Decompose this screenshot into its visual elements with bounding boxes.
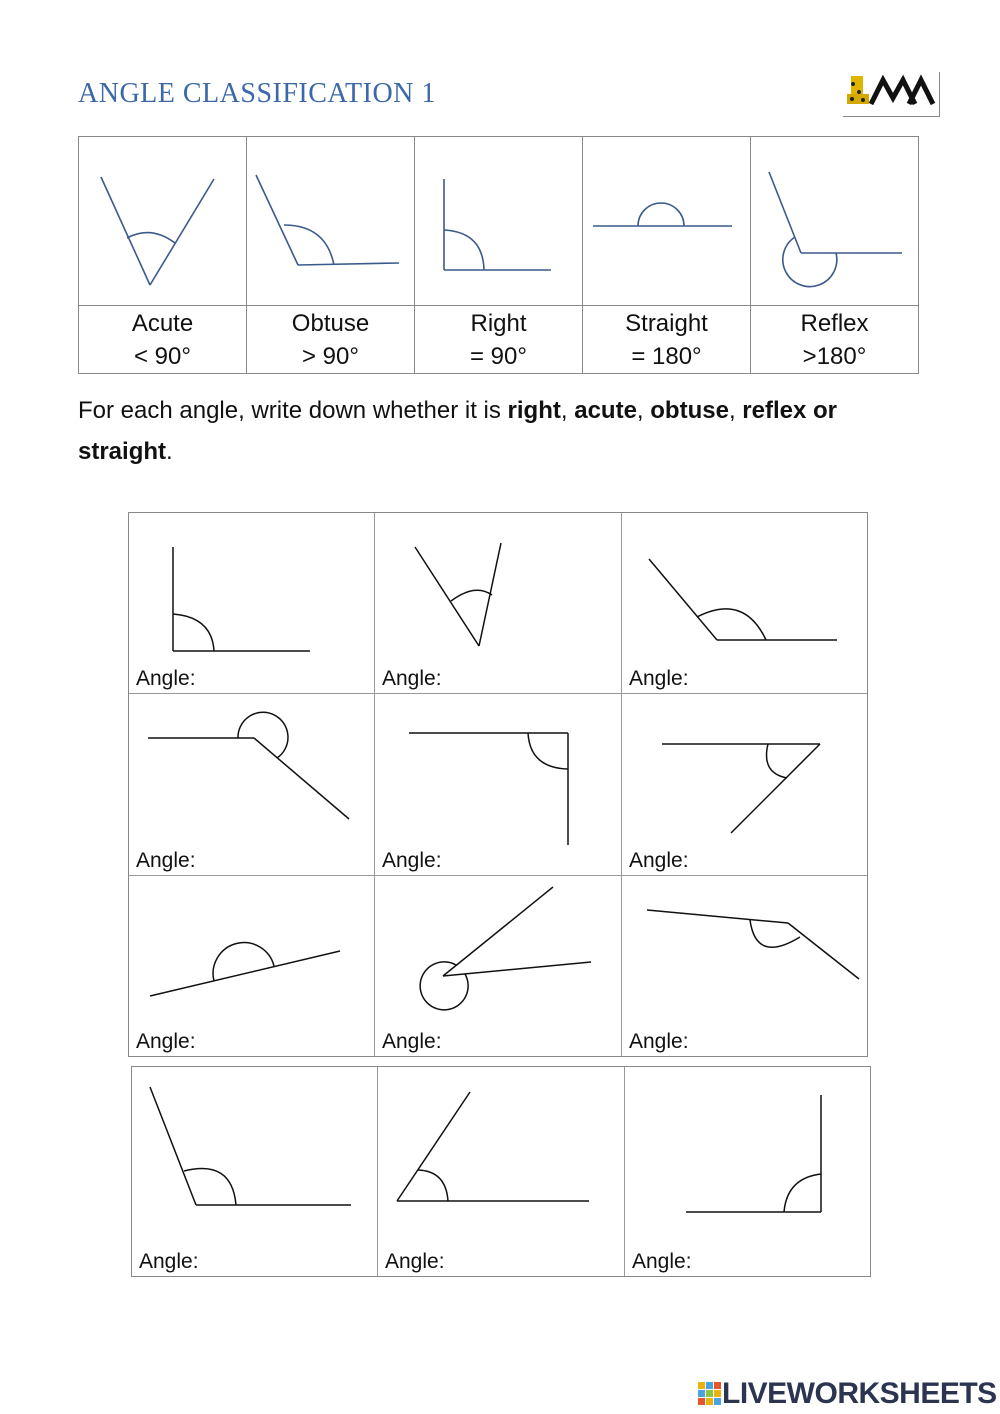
- angle-answer-label: Angle:: [629, 849, 689, 872]
- instructions-sep: ,: [636, 397, 651, 424]
- angle-answer-label: Angle:: [382, 849, 442, 872]
- page-title: ANGLE CLASSIFICATION 1: [78, 78, 436, 109]
- reference-straight: [583, 137, 751, 373]
- angle-figure: [129, 876, 375, 1056]
- liveworksheets-logo-icon: [698, 1382, 722, 1406]
- reference-name: Obtuse: [291, 310, 370, 337]
- instructions-right: right: [507, 397, 561, 424]
- angle-figure: [622, 876, 867, 1056]
- right-angle-figure: [415, 137, 583, 305]
- angle-answer-label: Angle:: [136, 849, 196, 872]
- logo-icon: [843, 72, 940, 117]
- angle-answer-label: Angle:: [632, 1250, 692, 1273]
- instructions: [78, 390, 928, 472]
- reference-name: Reflex: [800, 310, 869, 337]
- angle-answer-label: Angle:: [629, 667, 689, 690]
- reference-table: [78, 136, 919, 374]
- angle-figure: [378, 1067, 625, 1276]
- reference-name: Right: [470, 310, 527, 337]
- brand-name: LIVEWORKSHEETS: [722, 1377, 997, 1410]
- exercise-cell[interactable]: [622, 513, 867, 694]
- angle-answer-label: Angle:: [629, 1030, 689, 1053]
- reference-rule: = 180°: [631, 343, 702, 370]
- exercise-cell[interactable]: [129, 513, 375, 694]
- instructions-sep: ,: [728, 397, 743, 424]
- reference-reflex: [751, 137, 918, 373]
- instructions-straight: straight: [78, 438, 167, 465]
- straight-angle-figure: [583, 137, 751, 305]
- exercise-grid: [128, 512, 868, 1057]
- exercise-cell[interactable]: [378, 1067, 625, 1276]
- angle-answer-label: Angle:: [385, 1250, 445, 1273]
- instructions-reflex-or: reflex or: [742, 397, 837, 424]
- angle-figure: [132, 1067, 378, 1276]
- angle-answer-label: Angle:: [136, 1030, 196, 1053]
- acute-angle-figure: [79, 137, 247, 305]
- angle-figure: [625, 1067, 870, 1276]
- exercise-cell[interactable]: [622, 694, 867, 876]
- instructions-prefix: For each angle, write down whether it is: [78, 397, 508, 424]
- reference-right: [415, 137, 583, 373]
- footer-brand: [698, 1374, 997, 1414]
- instructions-acute: acute: [574, 397, 637, 424]
- angle-answer-label: Angle:: [136, 667, 196, 690]
- exercise-grid-bottom: [131, 1066, 871, 1277]
- exercise-cell[interactable]: [129, 876, 375, 1056]
- reference-rule: >180°: [802, 343, 867, 370]
- reference-name: Acute: [131, 310, 194, 337]
- angle-answer-label: Angle:: [382, 1030, 442, 1053]
- exercise-cell[interactable]: [625, 1067, 870, 1276]
- exercise-cell[interactable]: [375, 876, 622, 1056]
- reference-rule: > 90°: [302, 343, 359, 370]
- exercise-cell[interactable]: [622, 876, 867, 1056]
- exercise-cell[interactable]: [132, 1067, 378, 1276]
- angle-figure: [375, 876, 622, 1056]
- reference-rule: < 90°: [134, 343, 191, 370]
- obtuse-angle-figure: [247, 137, 415, 305]
- exercise-cell[interactable]: [375, 513, 622, 694]
- exercise-cell[interactable]: [129, 694, 375, 876]
- reference-name: Straight: [625, 310, 708, 337]
- reflex-angle-figure: [751, 137, 918, 305]
- reference-rule: = 90°: [470, 343, 527, 370]
- instructions-suffix: .: [166, 438, 173, 465]
- reference-acute: [79, 137, 247, 373]
- angle-answer-label: Angle:: [382, 667, 442, 690]
- instructions-sep: ,: [560, 397, 575, 424]
- instructions-obtuse: obtuse: [650, 397, 729, 424]
- exercise-cell[interactable]: [375, 694, 622, 876]
- reference-obtuse: [247, 137, 415, 373]
- angle-answer-label: Angle:: [139, 1250, 199, 1273]
